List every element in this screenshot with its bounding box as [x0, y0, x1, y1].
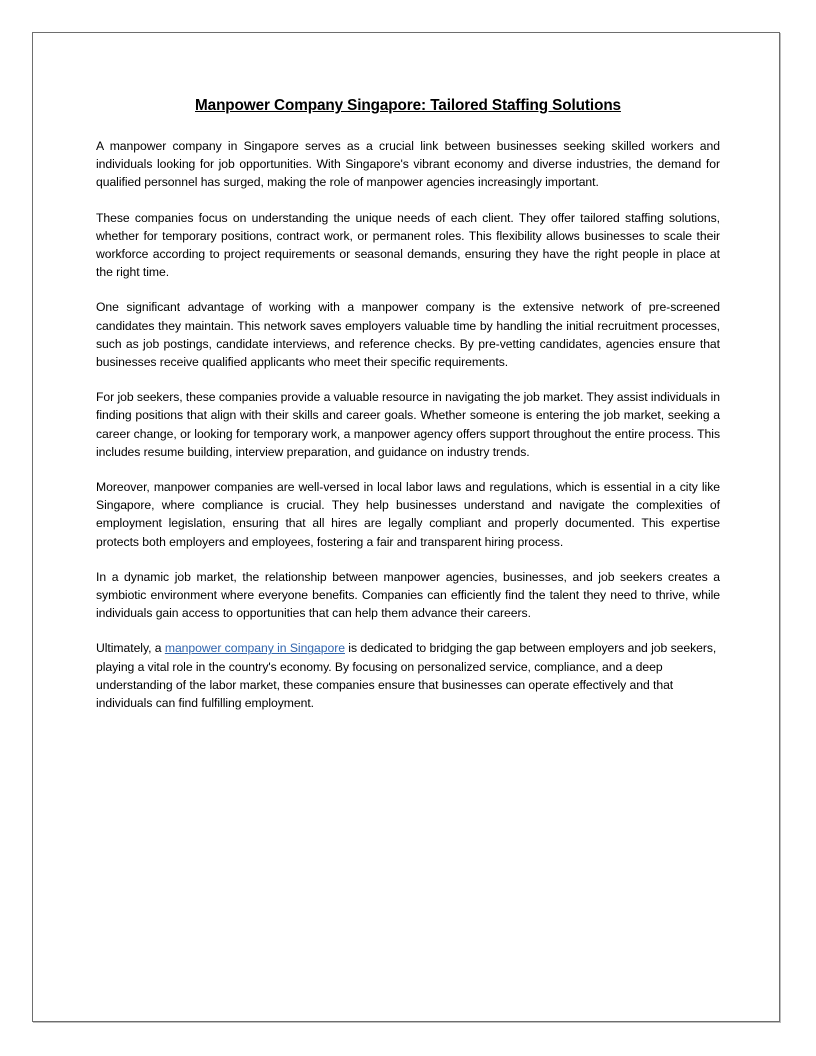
paragraph-5: Moreover, manpower companies are well-versed in local labor laws and regulations, which is essential in a city like Singapore, where compliance is crucial. They help businesses understand and navigate the complexities of employment legislation, ensuring that all hires are legally compliant and properly documented. This expertise protects both employers and employees, fostering a fair and transparent hiring process. [96, 480, 720, 549]
paragraph-2: These companies focus on understanding the unique needs of each client. They offer tailored staffing solutions, whether for temporary positions, contract work, or permanent roles. This flexibility allows businesses to scale their workforce according to project requirements or seasonal demands, ensuring they have the right people in place at the right time. [96, 210, 720, 280]
paragraph-closing [96, 639, 720, 712]
closing-text-before-link: Ultimately, a [96, 641, 165, 656]
manpower-company-link[interactable]: manpower company in Singapore [164, 641, 345, 656]
closing-text-after-link: is dedicated to bridging the gap between employers and job seekers, playing a vital role in the country's economy. By focusing on personalized service, compliance, and a deep understanding of the labor market, these companies ensure that businesses can operate effectively and that individuals can find fulfilling employment. [96, 641, 717, 711]
page-title: Manpower Company Singapore: Tailored Staffing Solutions [195, 97, 621, 114]
paragraph-1: A manpower company in Singapore serves as a crucial link between businesses seeking skilled workers and individuals looking for job opportunities. With Singapore's vibrant economy and diverse industries, the demand for qualified personnel has surged, making the role of manpower agencies increasingly important. [96, 139, 720, 190]
paragraph-6: In a dynamic job market, the relationship between manpower agencies, businesses, and job seekers creates a symbiotic environment where everyone benefits. Companies can efficiently find the talent they need to thrive, while individuals gain access to opportunities that can help them advance their careers. [96, 569, 720, 621]
paragraph-4: For job seekers, these companies provide a valuable resource in navigating the job market. They assist individuals in finding positions that align with their skills and career goals. Whether someone is entering the job market, seeking a career change, or looking for temporary work, a manpower agency offers support throughout the entire process. This includes resume building, interview preparation, and guidance on industry trends. [96, 390, 720, 459]
document-body [96, 96, 720, 729]
paragraph-3: One significant advantage of working with a manpower company is the extensive network of pre-screened candidates they maintain. This network saves employers valuable time by handling the initial recruitment processes, such as job postings, candidate interviews, and reference checks. By pre-vetting candidates, agencies ensure that businesses receive qualified applicants who meet their specific requirements. [96, 300, 720, 370]
